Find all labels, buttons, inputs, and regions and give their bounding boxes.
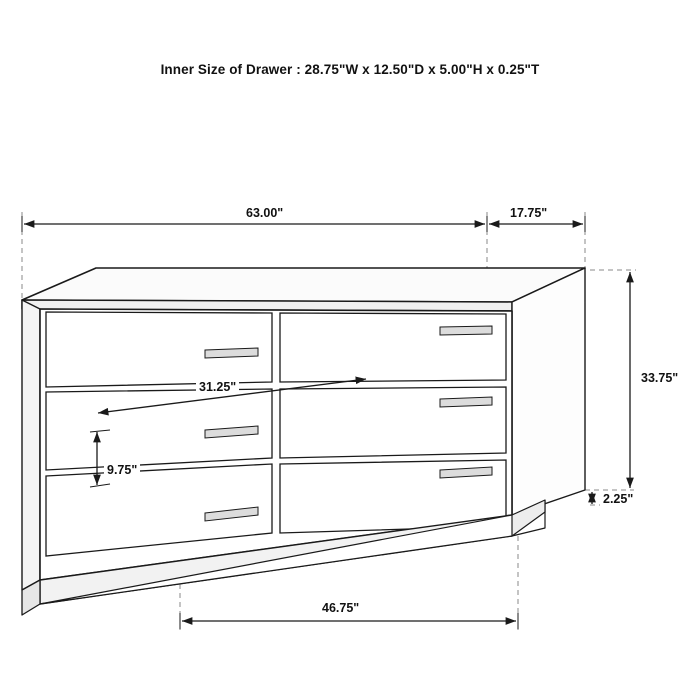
- dimension-label-drawer-width: 31.25": [196, 380, 239, 394]
- page-title: Inner Size of Drawer : 28.75"W x 12.50"D x 5.00"H x 0.25"T: [160, 62, 540, 77]
- dresser-left-side: [22, 300, 40, 590]
- dresser-top-panel: [22, 268, 585, 302]
- dimension-label-width: 63.00": [243, 206, 286, 220]
- dimension-label-base-width: 46.75": [319, 601, 362, 615]
- dimension-label-drawer-height: 9.75": [104, 463, 140, 477]
- dimension-label-base-height: 2.25": [600, 492, 636, 506]
- handle-right-middle: [440, 397, 492, 407]
- dresser-right-side: [512, 268, 585, 515]
- drawer-front-right-top: [280, 313, 506, 382]
- handle-left-top: [205, 348, 258, 358]
- dimension-label-height: 33.75": [638, 371, 681, 385]
- dimension-label-depth: 17.75": [507, 206, 550, 220]
- handle-right-top: [440, 326, 492, 335]
- dresser-illustration: [22, 268, 585, 615]
